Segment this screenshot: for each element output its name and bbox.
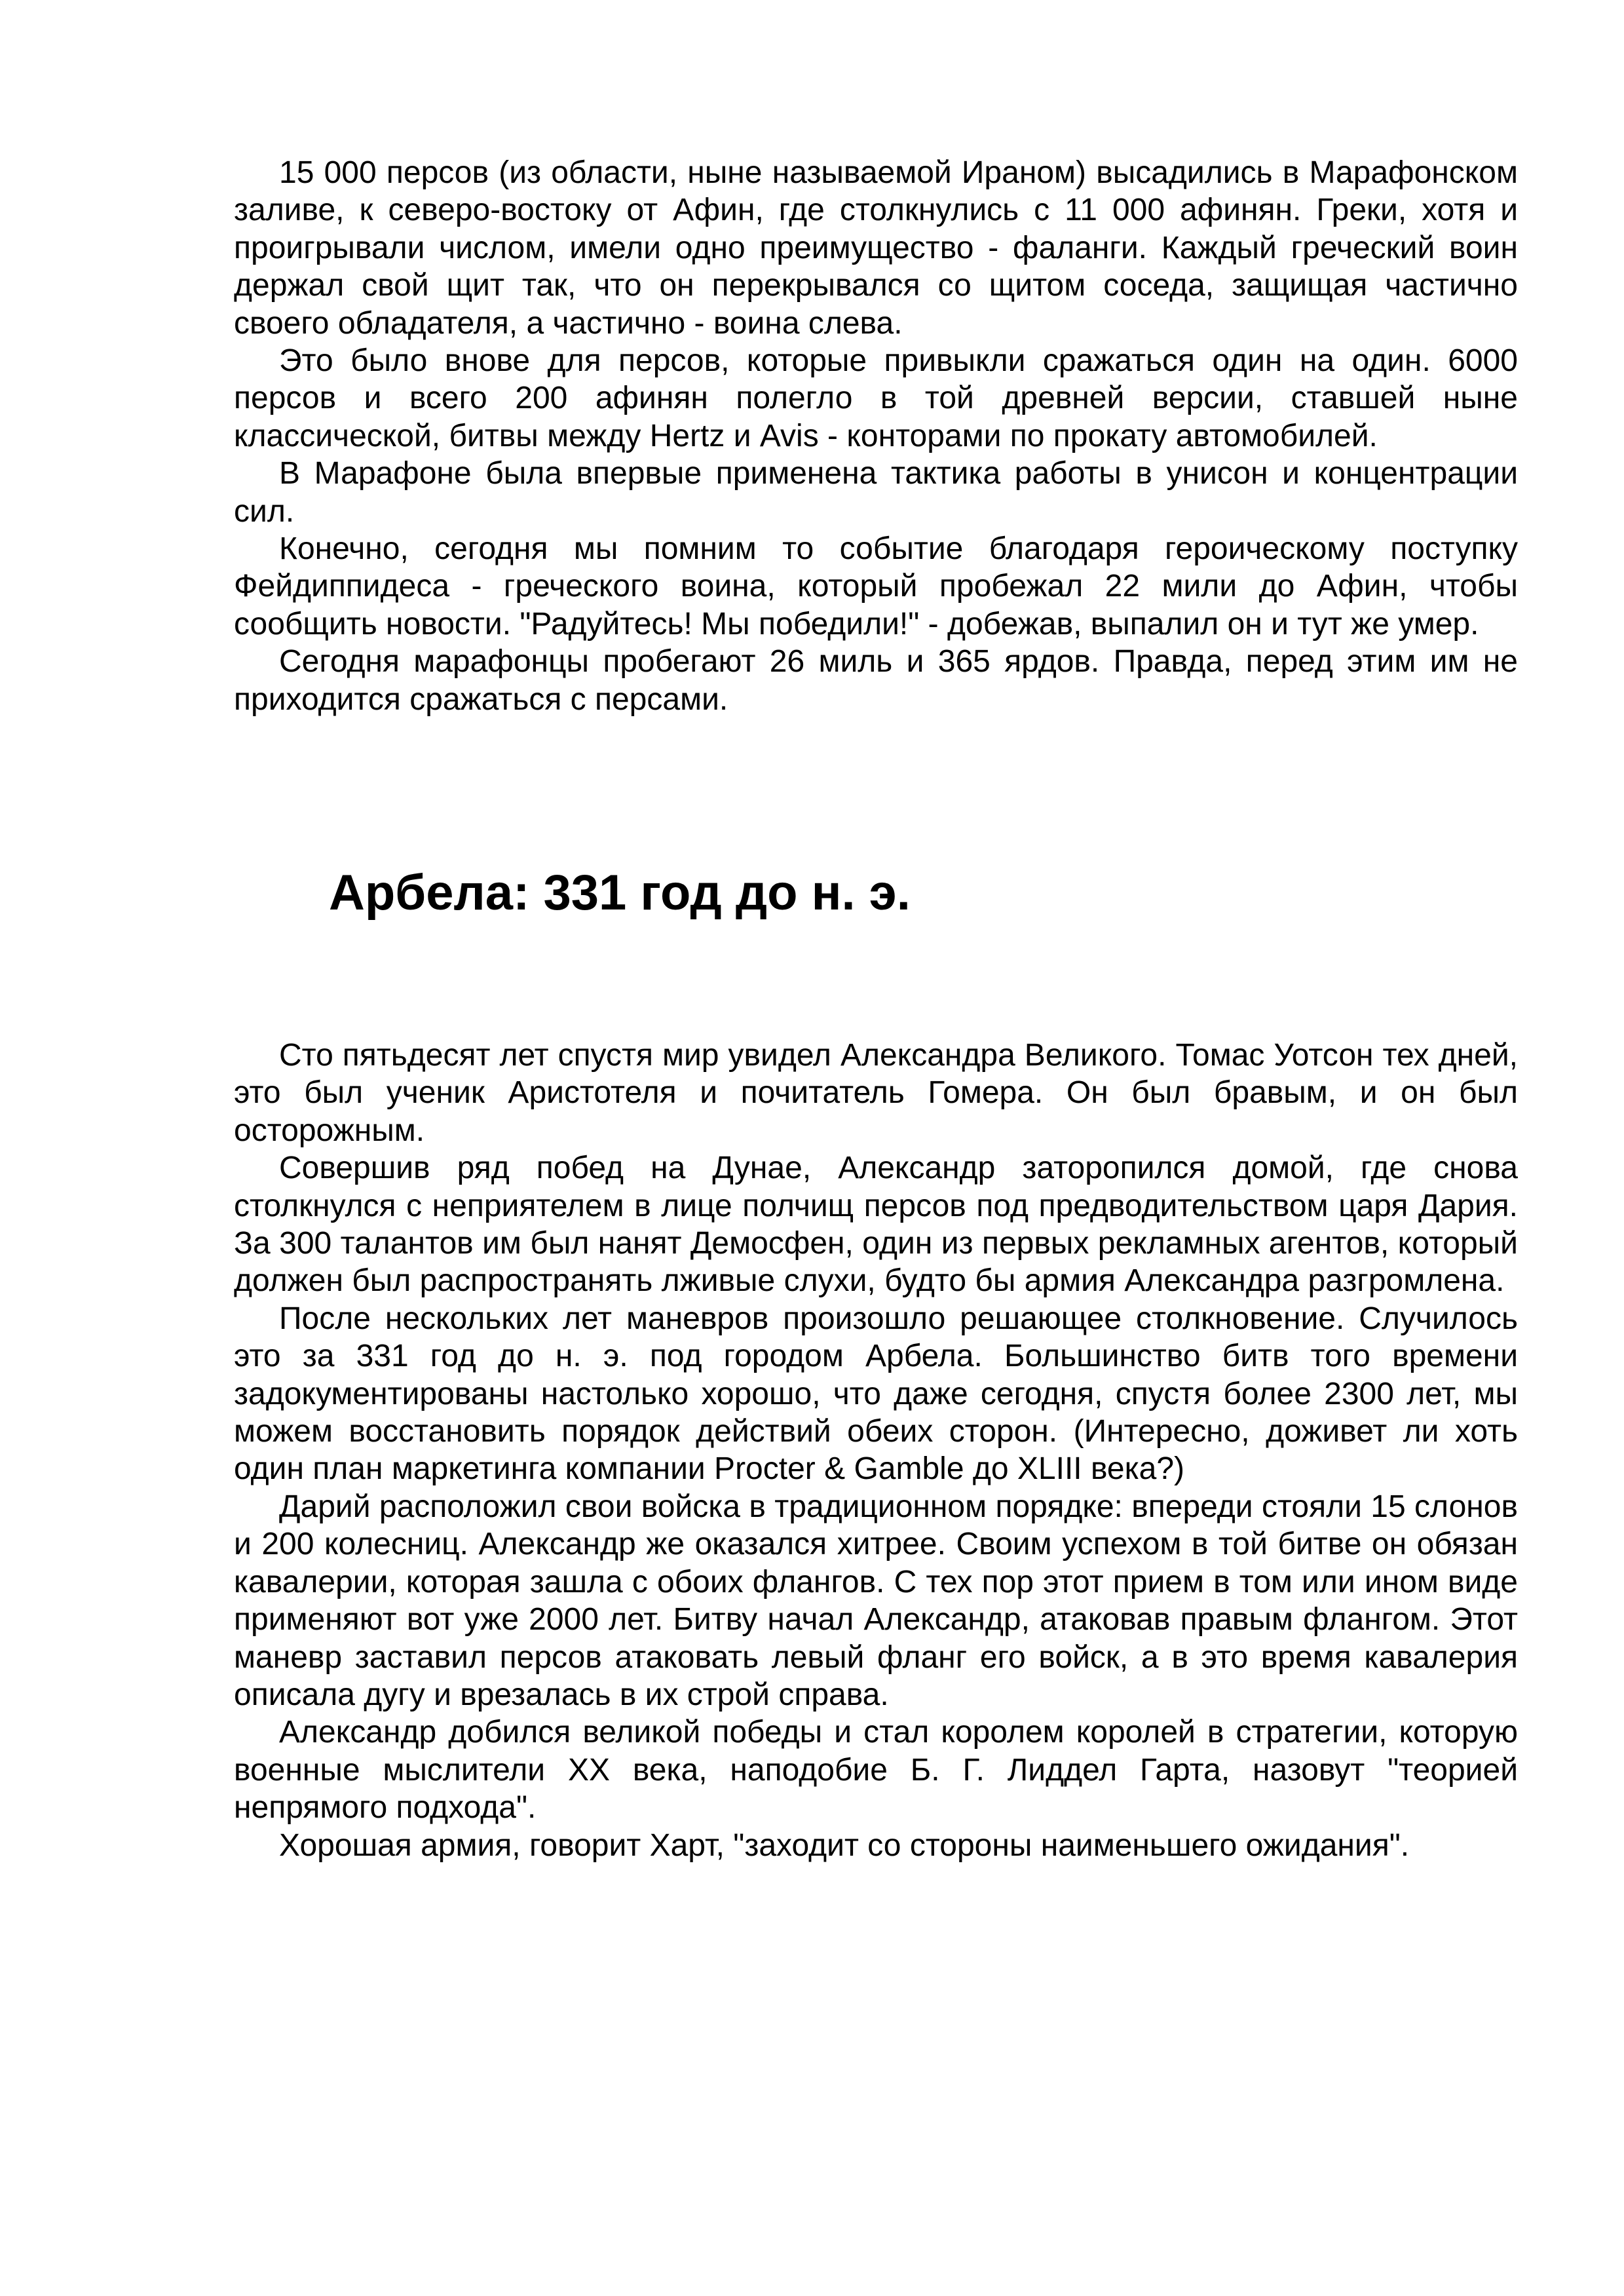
paragraph: Конечно, сегодня мы помним то событие благодаря героическому поступку Фейдиппидеса - греческого воина, который пробежал 22 мили до Афин, чтобы сообщить новости. "Радуйтесь! Мы победили!" - добежав, выпалил он и тут же умер.	[234, 531, 1518, 641]
paragraph: Хорошая армия, говорит Харт, "заходит со стороны наименьшего ожидания".	[279, 1827, 1410, 1863]
paragraph: 15 000 персов (из области, ныне называемой Ираном) высадились в Марафонском заливе, к северо-востоку от Афин, где столкнулись с 11 000 афинян. Греки, хотя и проигрывали числом, имели одно преимущество - фаланги. Каждый греческий воин держал свой щит так, что он перекрывался со щитом соседа, защищая частично своего обладателя, а частично - воина слева.	[234, 155, 1518, 341]
section-heading: Арбела: 331 год до н. э.	[329, 865, 911, 921]
paragraph: Сегодня марафонцы пробегают 26 миль и 365 ярдов. Правда, перед этим им не приходится сражаться с персами.	[234, 644, 1518, 717]
paragraph: Дарий расположил свои войска в традиционном порядке: впереди стояли 15 слонов и 200 колесниц. Александр же оказался хитрее. Своим успехом в той битве он обязан кавалерии, которая зашла с обоих флангов. С тех пор этот прием в том или ином виде применяют вот уже 2000 лет. Битву начал Александр, атаковав правым флангом. Этот маневр заставил персов атаковать левый фланг его войск, а в это время кавалерия описала дугу и врезалась в их строй справа.	[234, 1489, 1518, 1712]
paragraph: Александр добился великой победы и стал королем королей в стратегии, которую военные мыслители XX века, наподобие Б. Г. Лиддел Гарта, назовут "теорией непрямого подхода".	[234, 1715, 1518, 1826]
paragraph: Совершив ряд побед на Дунае, Александр заторопился домой, где снова столкнулся с неприятелем в лице полчищ персов под предводительством царя Дария. За 300 талантов им был нанят Демосфен, один из первых рекламных агентов, который должен был распространять лживые слухи, будто бы армия Александра разгромлена.	[234, 1151, 1518, 1299]
arbela-section-body	[234, 1037, 1518, 1864]
paragraph: В Марафоне была впервые применена тактика работы в унисон и концентрации сил.	[234, 456, 1518, 529]
paragraph: После нескольких лет маневров произошло решающее столкновение. Случилось это за 331 год до н. э. под городом Арбела. Большинство битв того времени задокументированы настолько хорошо, что даже сегодня, спустя более 2300 лет, мы можем восстановить порядок действий обеих сторон. (Интересно, доживет ли хоть один план маркетинга компании Procter & Gamble до XLIII века?)	[234, 1301, 1518, 1487]
paragraph: Это было внове для персов, которые привыкли сражаться один на один. 6000 персов и всего 200 афинян полегло в той древней версии, ставшей ныне классической, битвы между Hertz и Avis - конторами по прокату автомобилей.	[234, 343, 1518, 453]
paragraph: Сто пятьдесят лет спустя мир увидел Александра Великого. Томас Уотсон тех дней, это был ученик Аристотеля и почитатель Гомера. Он был бравым, и он был осторожным.	[234, 1038, 1518, 1148]
marathon-section-body	[234, 154, 1518, 718]
